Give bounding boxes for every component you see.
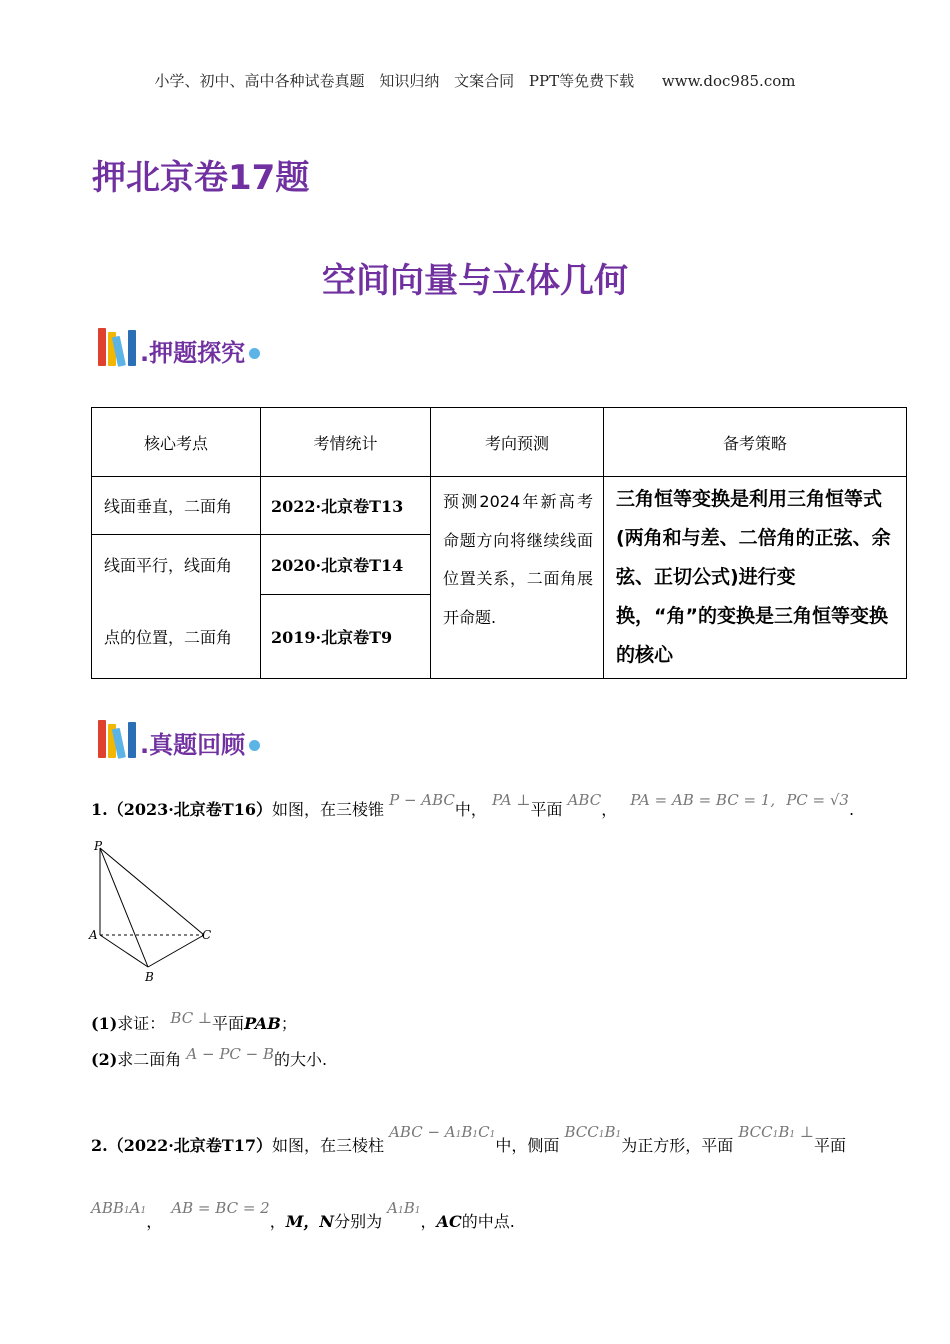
prediction-cell: 预测2024年新高考命题方向将继续线面位置关系，二面角展开命题. [431,477,604,679]
strategy-cell: 三角恒等变换是利用三角恒等式(两角和与差、二倍角的正弦、余弦、正切公式)进行变换，“角”的变换是三角恒等变换的核心 [604,477,907,679]
problem-number: 2. [91,1136,108,1155]
label-c: C [202,928,212,942]
pyramid-figure [88,838,218,986]
header-contracts: 文案合同 [454,72,515,90]
core-point-cell: 线面平行，线面角 [92,535,261,595]
table-row [92,477,907,535]
math-formula: BCC1B1 ⊥ [738,1123,814,1141]
books-icon [98,720,136,758]
dot-icon [249,740,260,751]
math-formula: AB = BC = 2 [171,1199,270,1217]
table-header-row [92,408,907,477]
section-review-heading [98,718,260,758]
problem-1-statement: 1.（2023·北京卷T16）如图，在三棱锥 P − ABC中， PA ⊥平面 ABC， PA = AB = BC = 1, PC = √3. [91,791,855,819]
label-p: P [94,839,103,853]
header-prediction: 考向预测 [431,408,604,477]
core-point-cell: 线面垂直，二面角 [92,477,261,535]
dot-icon [249,348,260,359]
header-summary: 知识归纳 [379,72,440,90]
edge-bc [148,935,204,967]
edge-ab [100,935,148,967]
problem-number: 1. [91,800,108,819]
section-explore-heading [98,326,260,366]
edge-pc [100,848,204,935]
math-formula: A − PC − B [186,1045,275,1063]
header-site-link[interactable]: www.doc985.com [661,72,796,90]
summary-table [91,407,907,679]
question-1: (1)求证： BC ⊥平面PAB； [91,1009,297,1033]
problem-source: （2022·北京卷T17） [107,1136,272,1155]
math-formula: PA ⊥ [492,791,531,809]
math-formula: P − ABC [389,791,455,809]
problem-2-statement: 2.（2022·北京卷T17）如图，在三棱柱 ABC − A1B1C1中，侧面 BCC1B1为正方形，平面 BCC1B1 ⊥平面 [91,1123,847,1155]
books-icon [98,328,136,366]
math-formula: PA = AB = BC = 1, [630,791,776,809]
page-header [0,70,950,91]
section-explore-label: .押题探究 [140,339,246,367]
statistics-cell: 2020·北京卷T14 [261,535,431,595]
math-formula: A1B1 [387,1199,421,1217]
math-formula: BC ⊥ [170,1009,213,1027]
page-title: 押北京卷17题 [92,158,310,198]
statistics-cell: 2019·北京卷T9 [261,595,431,679]
math-formula: ABC − A1B1C1 [389,1123,496,1141]
core-point-cell: 点的位置，二面角 [92,595,261,679]
header-statistics: 考情统计 [261,408,431,477]
edge-pb [100,848,148,967]
label-b: B [145,970,154,984]
page-subtitle: 空间向量与立体几何 [322,261,628,301]
header-core-point: 核心考点 [92,408,261,477]
header-strategy: 备考策略 [604,408,907,477]
math-formula: BCC1B1 [564,1123,622,1141]
math-formula: ABC [567,791,602,809]
question-2: (2)求二面角 A − PC − B的大小. [91,1045,328,1069]
problem-source: （2023·北京卷T16） [107,800,272,819]
header-ppt: PPT等免费下载 [528,72,635,90]
section-review-label: .真题回顾 [140,731,246,759]
problem-2-statement-cont: ABB1A1， AB = BC = 2，M，N分别为 A1B1，AC的中点. [91,1199,515,1231]
math-formula: ABB1A1 [91,1199,147,1217]
header-categories: 小学、初中、高中各种试卷真题 [154,72,365,90]
statistics-cell: 2022·北京卷T13 [261,477,431,535]
math-formula: PC = √3 [786,791,849,809]
label-a: A [89,928,98,942]
